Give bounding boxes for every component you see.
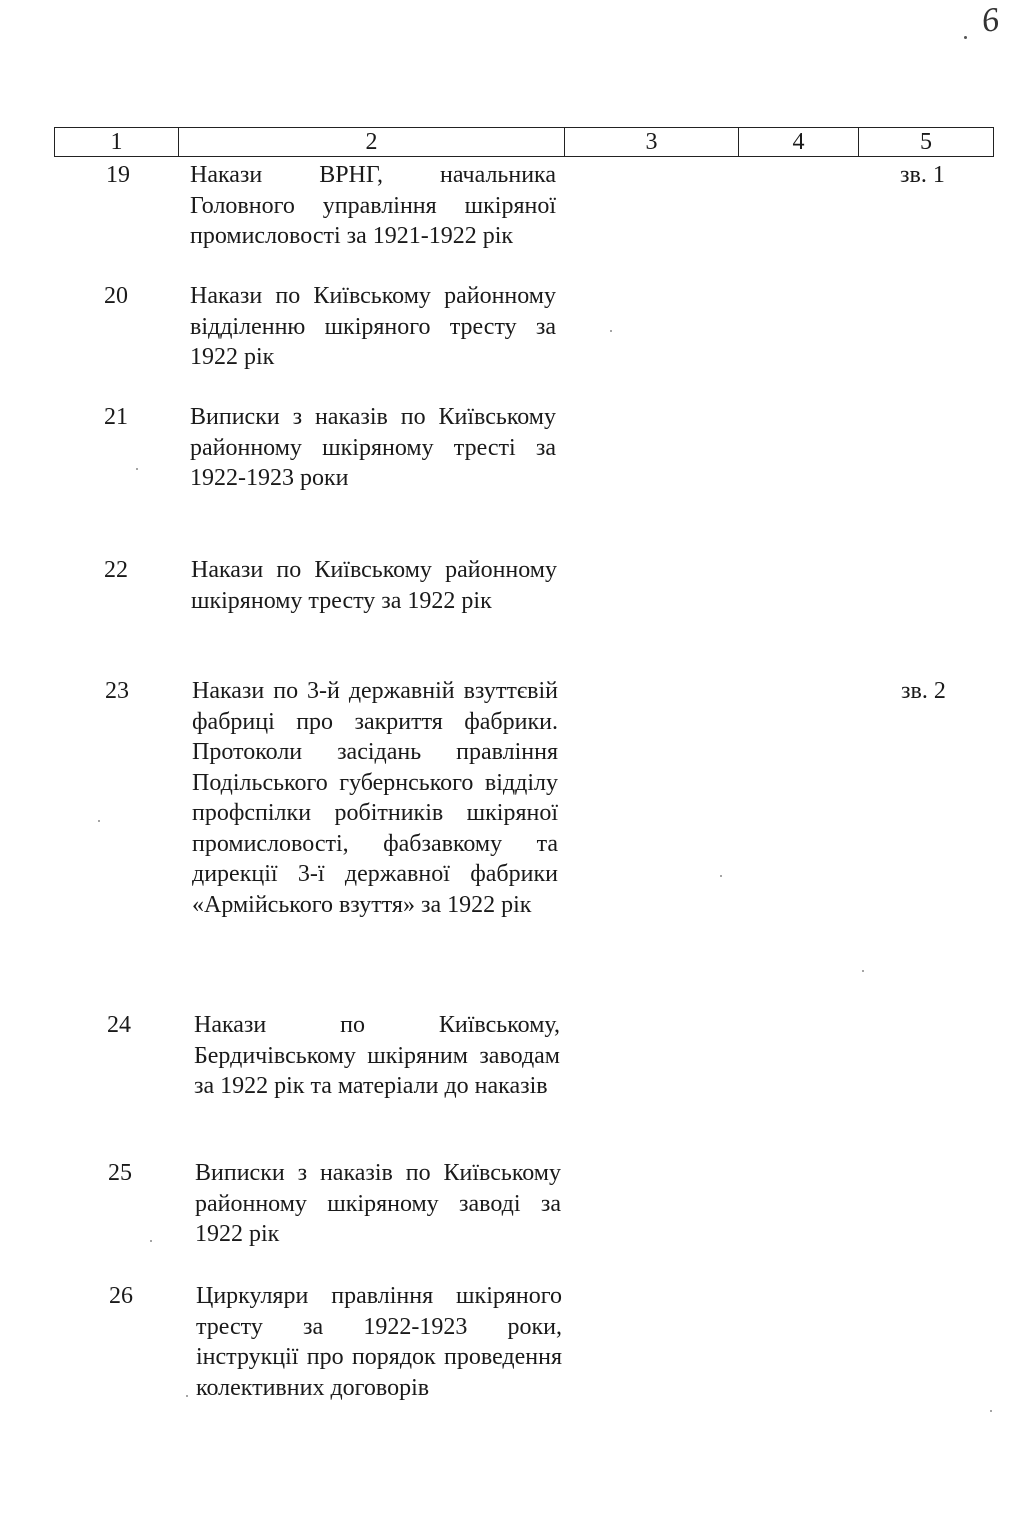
scan-speck <box>862 970 864 972</box>
entry-title: Накази по Київському районному шкіряному тресту за 1922 рік <box>191 557 557 614</box>
entry-title: Циркуляри правління шкіряного тресту за 1922-1923 роки, інструкції про порядок проведення колективних договорів <box>196 1283 562 1401</box>
entry-title: Накази ВРНГ, начальника Головного управління шкіряної промисловості за 1921-1922 рік <box>190 162 556 249</box>
entry-number: 26 <box>109 1283 133 1309</box>
entry-title: Накази по Київському районному відділенню шкіряного тресту за 1922 рік <box>190 283 556 370</box>
entry-number: 19 <box>106 162 130 188</box>
entry-number: 20 <box>104 283 128 309</box>
entry-number: 22 <box>104 557 128 583</box>
column-header-4: 4 <box>739 128 859 156</box>
entry-title: Накази по Київському, Бердичівському шкіряним заводам за 1922 рік та матеріали до наказів <box>194 1012 560 1099</box>
scan-speck <box>150 1240 152 1242</box>
column-header-row <box>54 127 994 157</box>
page-number-dot <box>964 36 967 39</box>
entry-number: 24 <box>107 1012 131 1038</box>
entry-number: 21 <box>104 404 128 430</box>
entry-number: 23 <box>105 678 129 704</box>
scan-speck <box>610 330 612 332</box>
scan-speck <box>990 1410 992 1412</box>
column-header-3: 3 <box>565 128 739 156</box>
scan-speck <box>98 820 100 822</box>
entry-title: Накази по 3-й державній взуттєвій фабриці про закриття фабрики. Протоколи засідань правління Подільського губернського відділу профспілки робітників шкіряної промисловості, фабзавкому та дирекції 3-ї державної фабрики «Армійського взуття» за 1922 рік <box>192 678 558 918</box>
column-header-5: 5 <box>920 129 932 155</box>
scan-speck <box>186 1395 188 1397</box>
entry-title: Виписки з наказів по Київському районному шкіряному тресті за 1922-1923 роки <box>190 404 556 491</box>
column-header-2: 2 <box>179 128 565 156</box>
entry-sheet-note: зв. 1 <box>900 162 945 188</box>
entry-title: Виписки з наказів по Київському районному шкіряному заводі за 1922 рік <box>195 1160 561 1247</box>
column-header-1: 1 <box>55 128 179 156</box>
scan-speck <box>720 875 722 877</box>
entry-number: 25 <box>108 1160 132 1186</box>
entry-sheet-note: зв. 2 <box>901 678 946 704</box>
scan-speck <box>136 468 138 470</box>
page-number: 6 <box>979 1 1002 41</box>
